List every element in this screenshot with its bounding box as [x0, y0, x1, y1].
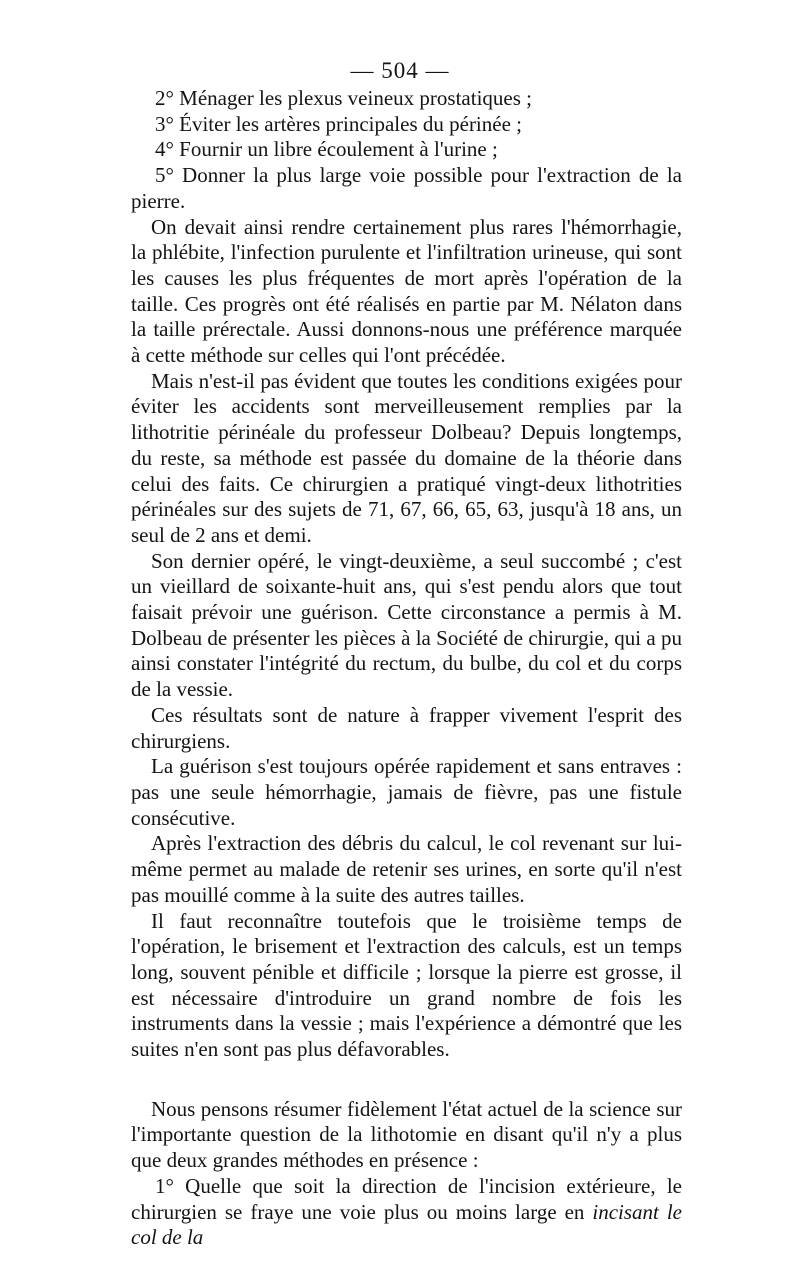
list-item: [131, 1174, 682, 1251]
list-item: 2° Ménager les plexus veineux prostatiques ;: [155, 86, 532, 110]
list-item-text: 1° Quelle que soit la direction de l'incision extérieure, le chirurgien se fraye une voie plus ou moins large en: [131, 1173, 682, 1224]
section-gap: [131, 1063, 682, 1097]
paragraph: Après l'extraction des débris du calcul, le col revenant sur lui-même permet au malade de retenir ses urines, en sorte qu'il n'est pas mouillé comme à la suite des autres tailles.: [131, 831, 682, 907]
paragraph: Il faut reconnaître toutefois que le troisième temps de l'opération, le brisement et l'extraction des calculs, est un temps long, souvent pénible et difficile ; lorsque la pierre est grosse, il est nécessaire d'introduire un grand nombre de fois les instruments dans la vessie ; mais l'expérience a démontré que les suites n'en sont pas plus défavorables.: [131, 908, 682, 1062]
paragraph: Mais n'est-il pas évident que toutes les conditions exigées pour éviter les accidents sont merveilleusement remplies par la lithotritie périnéale du professeur Dolbeau? Depuis longtemps, du reste, sa méthode est passée du domaine de la théorie dans celui des faits. Ce chirurgien a pratiqué vingt-deux lithotrities périnéales sur des sujets de 71, 67, 66, 65, 63, jusqu'à 18 ans, un seul de 2 ans et demi.: [131, 368, 682, 547]
paragraph: La guérison s'est toujours opérée rapidement et sans entraves : pas une seule hémorrhagie, jamais de fièvre, pas une fistule consécutive.: [131, 754, 682, 830]
italic-phrase: incisant le col de la: [131, 1199, 683, 1250]
list-item: 5° Donner la plus large voie possible pour l'extraction de la pierre.: [131, 163, 682, 213]
paragraph: Ces résultats sont de nature à frapper vivement l'esprit des chirurgiens.: [131, 702, 682, 753]
body-text: [131, 86, 682, 1251]
list-item: 3° Éviter les artères principales du périnée ;: [155, 111, 522, 136]
paragraph: Son dernier opéré, le vingt-deuxième, a seul succombé ; c'est un vieillard de soixante-huit ans, qui s'est pendu alors que tout faisait prévoir une guérison. Cette circonstance a permis à M. Dolbeau de présenter les pièces à la Société de chirurgie, qui a pu ainsi constater l'intégrité du rectum, du bulbe, du col et du corps de la vessie.: [131, 548, 682, 702]
paragraph: On devait ainsi rendre certainement plus rares l'hémorrhagie, la phlébite, l'infection purulente et l'infiltration urineuse, qui sont les causes les plus fréquentes de mort après l'opération de la taille. Ces progrès ont été réalisés en partie par M. Nélaton dans la taille prérectale. Aussi donnons-nous une préférence marquée à cette méthode sur celles qui l'ont précédée.: [131, 214, 682, 368]
list-item: 4° Fournir un libre écoulement à l'urine ;: [155, 137, 498, 162]
paragraph: Nous pensons résumer fidèlement l'état actuel de la science sur l'importante question de la lithotomie en disant qu'il n'y a plus que deux grandes méthodes en présence :: [131, 1096, 682, 1173]
page-number: — 504 —: [350, 58, 450, 83]
